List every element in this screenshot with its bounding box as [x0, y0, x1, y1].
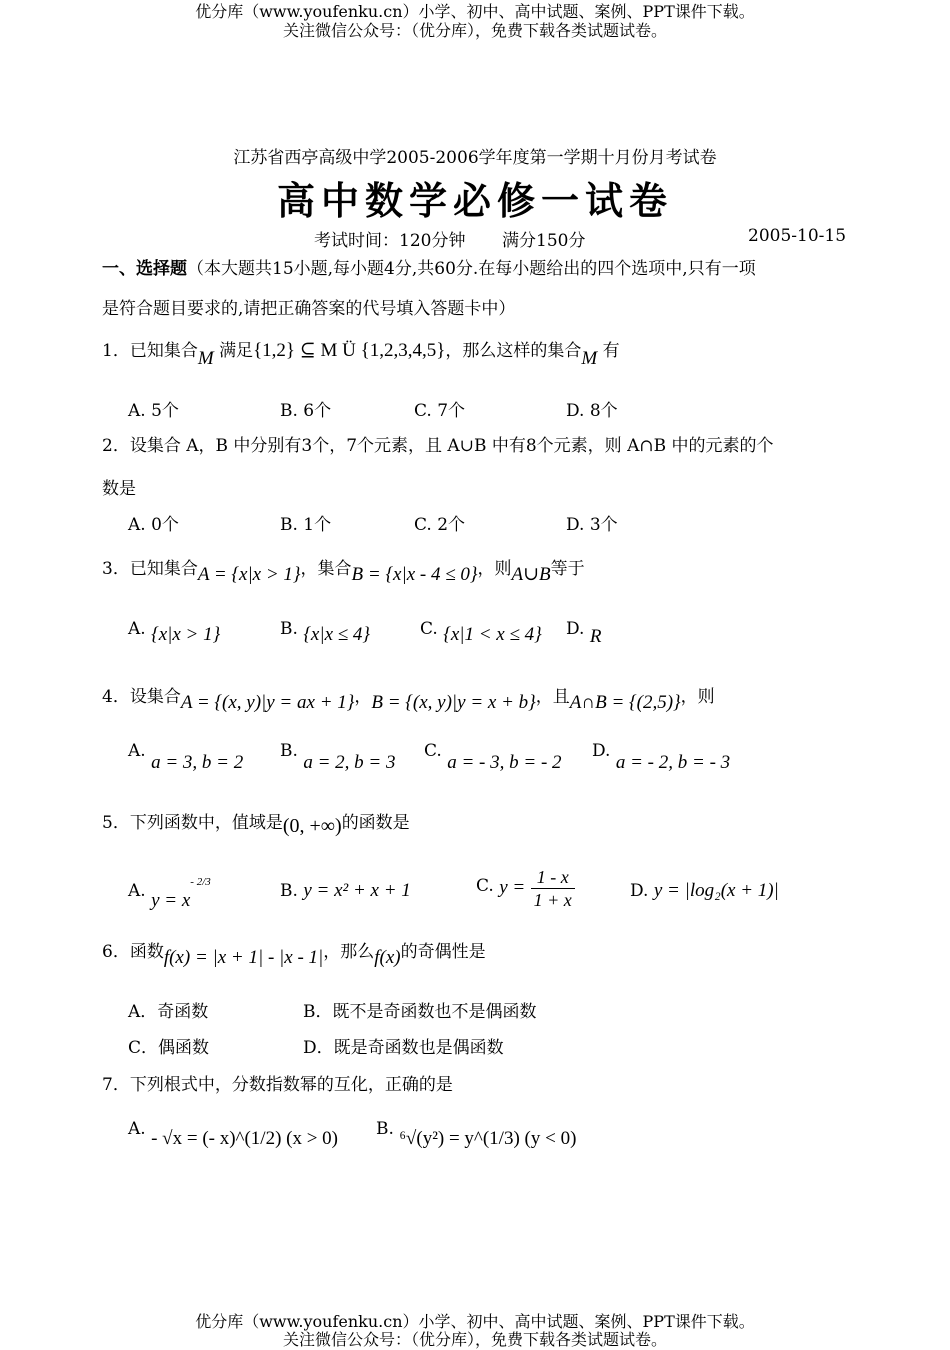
q4-text-c: ，且 — [535, 687, 570, 707]
q3-union: A∪B — [511, 564, 551, 585]
q4-set-b: B = {(x, y)|y = x + b} — [371, 692, 536, 713]
q4-text-a: 4．设集合 — [102, 687, 181, 707]
question-7: 7．下列根式中，分数指数幂的互化，正确的是 — [102, 1075, 453, 1095]
section-title: 一、选择题 — [102, 259, 187, 279]
q4-option-d — [592, 740, 731, 773]
q1-text-b: 满足 — [219, 341, 254, 361]
q5-label-a: A. — [128, 881, 146, 901]
q5-label-c: C. — [476, 876, 494, 896]
q1-text-c: ，那么这样的集合 — [445, 341, 582, 361]
q4-option-b-value: a = 2, b = 3 — [303, 752, 396, 773]
q4-option-c-value: a = - 3, b = - 2 — [447, 752, 562, 773]
q1-option-b: B. 6个 — [280, 401, 332, 421]
q6-function: f(x) = |x + 1| - |x - 1| — [163, 947, 324, 968]
q1-text-d: 有 — [602, 341, 620, 361]
q4-option-a-value: a = 3, b = 2 — [151, 752, 244, 773]
q4-text-b: ， — [354, 687, 372, 707]
question-4 — [102, 682, 715, 713]
q4-option-c — [424, 740, 562, 773]
q2-option-c: C. 2个 — [414, 515, 466, 535]
q7-option-b-value: ⁶√(y²) = y^(1/3) (y < 0) — [399, 1128, 577, 1149]
section-desc-1: （本大题共15小题,每小题4分,共60分.在每小题给出的四个选项中,只有一项 — [187, 259, 756, 279]
q5-option-d — [630, 880, 779, 902]
q5-option-a-value: y = x — [151, 890, 191, 911]
q2-option-b: B. 1个 — [280, 515, 332, 535]
q6-option-b: B．既不是奇函数也不是偶函数 — [303, 1002, 537, 1022]
q6-option-d: D．既是奇函数也是偶函数 — [303, 1038, 504, 1058]
q5-text-a: 5．下列函数中，值域是 — [102, 813, 283, 833]
q3-option-d-value: R — [589, 626, 602, 647]
q3-label-c: C. — [420, 619, 438, 639]
question-3 — [102, 554, 585, 585]
q7-label-b: B. — [376, 1119, 394, 1139]
q5-option-b-value: y = x² + x + 1 — [303, 880, 411, 901]
q3-option-d — [566, 618, 602, 647]
exam-date: 2005-10-15 — [748, 226, 847, 246]
q4-label-b: B. — [280, 741, 298, 761]
q6-text-c: 的奇偶性是 — [400, 942, 486, 962]
q4-set-a: A = {(x, y)|y = ax + 1} — [180, 692, 355, 713]
header-line-1: 优分库（www.youfenku.cn）小学、初中、高中试题、案例、PPT课件下载。 — [195, 2, 755, 21]
exam-time: 考试时间：120分钟 — [314, 231, 466, 251]
header-line-2: 关注微信公众号：（优分库），免费下载各类试题试卷。 — [282, 21, 667, 40]
q3-set-a: A = {x|x > 1} — [197, 564, 301, 585]
q6-option-a: A．奇函数 — [128, 1002, 209, 1022]
exam-score: 满分150分 — [502, 231, 586, 251]
q6-text-b: ，那么 — [323, 942, 375, 962]
question-5 — [102, 808, 410, 837]
q3-option-a-value: {x|x > 1} — [151, 624, 221, 645]
q5-option-d-value: y = |log₂(x + 1)| — [653, 880, 779, 901]
q6-option-c: C．偶函数 — [128, 1038, 210, 1058]
q1-var-m: M — [197, 348, 214, 369]
q5-option-c-lhs: y = — [499, 877, 526, 898]
q5-text-b: 的函数是 — [341, 813, 410, 833]
q3-text-d: 等于 — [550, 559, 585, 579]
q3-text-b: ，集合 — [300, 559, 352, 579]
q4-option-b — [280, 740, 396, 773]
q6-fx: f(x) — [374, 947, 401, 968]
q5-option-c — [476, 866, 575, 911]
q3-label-b: B. — [280, 619, 298, 639]
q3-option-c-value: {x|1 < x ≤ 4} — [443, 624, 542, 645]
q2-option-a: A. 0个 — [128, 515, 179, 535]
q4-intersection: A∩B = {(2,5)} — [569, 692, 681, 713]
page-title: 高中数学必修一试卷 — [276, 179, 673, 223]
q5-label-d: D. — [630, 881, 649, 901]
question-2-line-2: 数是 — [102, 479, 136, 499]
q5-option-c-fraction — [531, 866, 575, 911]
q3-option-a — [128, 618, 221, 645]
q3-label-a: A. — [128, 619, 146, 639]
footer-line-1: 优分库（www.youfenku.cn）小学、初中、高中试题、案例、PPT课件下载。 — [195, 1312, 755, 1331]
q1-math: {1,2} ⊆ M Ü {1,2,3,4,5} — [253, 340, 446, 361]
q7-option-a — [128, 1118, 339, 1149]
q2-option-d: D. 3个 — [566, 515, 618, 535]
q5-option-c-denominator: 1 + x — [533, 890, 572, 910]
q7-option-a-value: - √x = (- x)^(1/2) (x > 0) — [151, 1128, 339, 1149]
q1-text-a: 1．已知集合 — [102, 341, 198, 361]
q1-var-m2: M — [581, 348, 598, 369]
q3-label-d: D. — [566, 619, 585, 639]
q5-range: (0, +∞) — [282, 815, 342, 837]
q7-label-a: A. — [128, 1119, 146, 1139]
q4-label-d: D. — [592, 741, 611, 761]
q7-option-b — [376, 1118, 577, 1149]
question-6 — [102, 937, 486, 968]
q4-option-d-value: a = - 2, b = - 3 — [615, 752, 731, 773]
q1-option-a: A. 5个 — [128, 401, 179, 421]
q5-option-a — [128, 876, 211, 911]
q4-label-c: C. — [424, 741, 442, 761]
question-1 — [102, 336, 620, 369]
q3-text-a: 3．已知集合 — [102, 559, 198, 579]
q4-option-a — [128, 740, 244, 773]
q3-set-b: B = {x|x - 4 ≤ 0} — [351, 564, 478, 585]
q3-option-b-value: {x|x ≤ 4} — [303, 624, 371, 645]
q4-text-d: ，则 — [680, 687, 715, 707]
q5-label-b: B. — [280, 881, 298, 901]
q1-option-c: C. 7个 — [414, 401, 466, 421]
q1-option-d: D. 8个 — [566, 401, 618, 421]
q4-label-a: A. — [128, 741, 146, 761]
footer-line-2: 关注微信公众号：（优分库），免费下载各类试题试卷。 — [282, 1330, 667, 1349]
q3-option-b — [280, 618, 371, 645]
q3-option-c — [420, 618, 542, 645]
q5-option-a-exponent: - 2/3 — [190, 876, 211, 889]
section-desc-2: 是符合题目要求的,请把正确答案的代号填入答题卡中） — [102, 299, 516, 319]
school-line: 江苏省西亭高级中学2005-2006学年度第一学期十月份月考试卷 — [233, 148, 717, 168]
question-2-line-1: 2．设集合 A，B 中分别有3个，7个元素，且 A∪B 中有8个元素，则 A∩B 中的元素的个 — [102, 436, 774, 456]
q6-text-a: 6．函数 — [102, 942, 164, 962]
section-heading — [102, 254, 756, 279]
q5-option-b — [280, 880, 411, 902]
q3-text-c: ，则 — [477, 559, 512, 579]
q5-option-c-numerator: 1 - x — [531, 866, 575, 889]
